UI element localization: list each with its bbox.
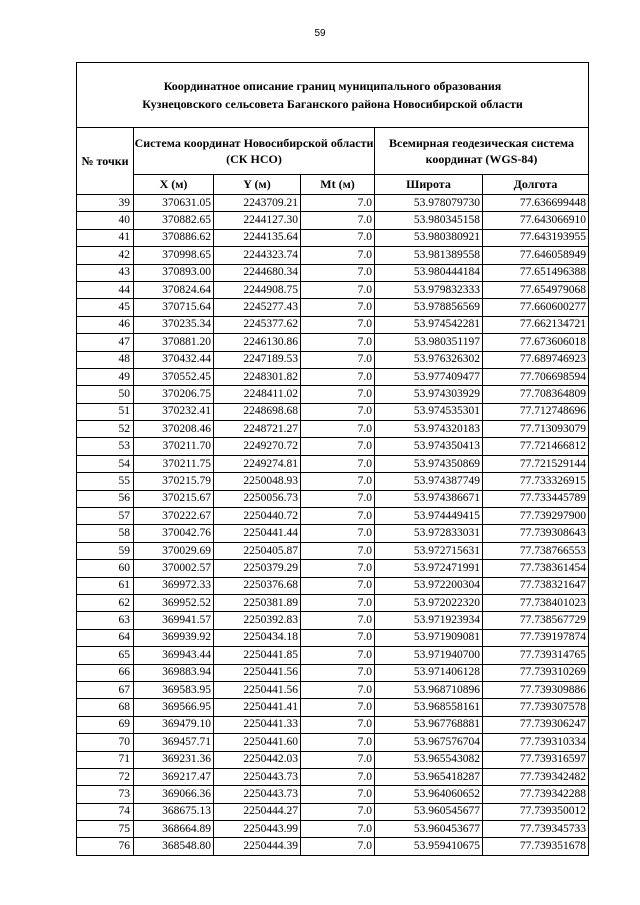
cell-mt: 7.0 xyxy=(301,629,375,646)
cell-x: 370432.44 xyxy=(134,351,214,368)
cell-x: 370215.67 xyxy=(134,490,214,507)
cell-x: 370222.67 xyxy=(134,508,214,525)
cell-longitude: 77.739308643 xyxy=(483,525,589,542)
cell-y: 2248301.82 xyxy=(214,368,301,385)
cell-point-no: 68 xyxy=(77,699,134,716)
cell-point-no: 40 xyxy=(77,212,134,229)
cell-mt: 7.0 xyxy=(301,838,375,855)
cell-longitude: 77.706698594 xyxy=(483,368,589,385)
cell-longitude: 77.636699448 xyxy=(483,195,589,212)
cell-latitude: 53.972471991 xyxy=(375,560,483,577)
table-row xyxy=(77,525,589,542)
cell-mt: 7.0 xyxy=(301,734,375,751)
cell-y: 2250405.87 xyxy=(214,542,301,559)
cell-latitude: 53.971940700 xyxy=(375,647,483,664)
cell-mt: 7.0 xyxy=(301,803,375,820)
cell-longitude: 77.733326915 xyxy=(483,473,589,490)
cell-point-no: 47 xyxy=(77,334,134,351)
cell-x: 369941.57 xyxy=(134,612,214,629)
cell-latitude: 53.974535301 xyxy=(375,403,483,420)
cell-longitude: 77.739345733 xyxy=(483,821,589,838)
cell-point-no: 70 xyxy=(77,734,134,751)
header-point-no: № точки xyxy=(77,128,134,195)
cell-y: 2248698.68 xyxy=(214,403,301,420)
cell-latitude: 53.979832333 xyxy=(375,281,483,298)
cell-point-no: 63 xyxy=(77,612,134,629)
cell-x: 368548.80 xyxy=(134,838,214,855)
cell-mt: 7.0 xyxy=(301,403,375,420)
cell-y: 2250379.29 xyxy=(214,560,301,577)
header-y: Y (м) xyxy=(214,175,301,195)
cell-longitude: 77.713093079 xyxy=(483,421,589,438)
header-system-wgs84: Всемирная геодезическая система координат (WGS-84) xyxy=(375,128,589,175)
cell-y: 2250441.56 xyxy=(214,664,301,681)
cell-latitude: 53.960453677 xyxy=(375,821,483,838)
table-row xyxy=(77,786,589,803)
cell-point-no: 74 xyxy=(77,803,134,820)
cell-mt: 7.0 xyxy=(301,368,375,385)
cell-mt: 7.0 xyxy=(301,525,375,542)
header-system-nso: Система координат Новосибирской области (СК НСО) xyxy=(134,128,375,175)
header-mt: Mt (м) xyxy=(301,175,375,195)
cell-point-no: 48 xyxy=(77,351,134,368)
table-title xyxy=(77,63,589,128)
cell-longitude: 77.646058949 xyxy=(483,247,589,264)
title-line-1: Координатное описание границ муниципального образования xyxy=(163,79,502,93)
cell-y: 2244908.75 xyxy=(214,281,301,298)
coordinates-table xyxy=(76,62,589,856)
cell-latitude: 53.965418287 xyxy=(375,768,483,785)
cell-longitude: 77.739351678 xyxy=(483,838,589,855)
cell-point-no: 65 xyxy=(77,647,134,664)
cell-longitude: 77.738567729 xyxy=(483,612,589,629)
cell-point-no: 43 xyxy=(77,264,134,281)
cell-mt: 7.0 xyxy=(301,247,375,264)
table-row xyxy=(77,455,589,472)
cell-mt: 7.0 xyxy=(301,542,375,559)
table-row xyxy=(77,351,589,368)
cell-y: 2244127.30 xyxy=(214,212,301,229)
cell-longitude: 77.739310334 xyxy=(483,734,589,751)
table-row xyxy=(77,508,589,525)
cell-longitude: 77.739307578 xyxy=(483,699,589,716)
cell-longitude: 77.738321647 xyxy=(483,577,589,594)
cell-point-no: 54 xyxy=(77,455,134,472)
table-row xyxy=(77,594,589,611)
cell-point-no: 39 xyxy=(77,195,134,212)
cell-mt: 7.0 xyxy=(301,212,375,229)
cell-y: 2250443.73 xyxy=(214,786,301,803)
page-number: 59 xyxy=(314,28,326,39)
cell-y: 2250441.56 xyxy=(214,681,301,698)
cell-latitude: 53.974386671 xyxy=(375,490,483,507)
cell-latitude: 53.967768881 xyxy=(375,716,483,733)
cell-point-no: 71 xyxy=(77,751,134,768)
cell-mt: 7.0 xyxy=(301,264,375,281)
cell-mt: 7.0 xyxy=(301,316,375,333)
cell-mt: 7.0 xyxy=(301,751,375,768)
cell-latitude: 53.977409477 xyxy=(375,368,483,385)
cell-latitude: 53.978079730 xyxy=(375,195,483,212)
table-row xyxy=(77,247,589,264)
cell-mt: 7.0 xyxy=(301,281,375,298)
cell-x: 370029.69 xyxy=(134,542,214,559)
table-row xyxy=(77,386,589,403)
table-row xyxy=(77,490,589,507)
table-row xyxy=(77,229,589,246)
cell-latitude: 53.974350869 xyxy=(375,455,483,472)
cell-y: 2250440.72 xyxy=(214,508,301,525)
table-row xyxy=(77,629,589,646)
cell-y: 2250441.33 xyxy=(214,716,301,733)
cell-longitude: 77.708364809 xyxy=(483,386,589,403)
cell-y: 2250444.39 xyxy=(214,838,301,855)
cell-y: 2250048.93 xyxy=(214,473,301,490)
cell-x: 370893.00 xyxy=(134,264,214,281)
cell-point-no: 44 xyxy=(77,281,134,298)
cell-mt: 7.0 xyxy=(301,577,375,594)
cell-x: 369883.94 xyxy=(134,664,214,681)
cell-point-no: 42 xyxy=(77,247,134,264)
cell-point-no: 60 xyxy=(77,560,134,577)
table-row xyxy=(77,438,589,455)
cell-latitude: 53.968710896 xyxy=(375,681,483,698)
table-row xyxy=(77,560,589,577)
cell-y: 2249274.81 xyxy=(214,455,301,472)
header-x: X (м) xyxy=(134,175,214,195)
table-row xyxy=(77,803,589,820)
cell-latitude: 53.974303929 xyxy=(375,386,483,403)
cell-latitude: 53.960545677 xyxy=(375,803,483,820)
cell-latitude: 53.976326302 xyxy=(375,351,483,368)
cell-y: 2244680.34 xyxy=(214,264,301,281)
cell-y: 2245377.62 xyxy=(214,316,301,333)
table-row xyxy=(77,195,589,212)
cell-x: 370208.46 xyxy=(134,421,214,438)
table-row xyxy=(77,612,589,629)
cell-latitude: 53.980345158 xyxy=(375,212,483,229)
table-row xyxy=(77,647,589,664)
cell-x: 369457.71 xyxy=(134,734,214,751)
cell-longitude: 77.739306247 xyxy=(483,716,589,733)
cell-mt: 7.0 xyxy=(301,821,375,838)
cell-latitude: 53.972833031 xyxy=(375,525,483,542)
table-row xyxy=(77,716,589,733)
cell-mt: 7.0 xyxy=(301,386,375,403)
cell-point-no: 59 xyxy=(77,542,134,559)
table-row xyxy=(77,699,589,716)
cell-y: 2250392.83 xyxy=(214,612,301,629)
table-row xyxy=(77,664,589,681)
cell-x: 370882.65 xyxy=(134,212,214,229)
table-row xyxy=(77,751,589,768)
cell-longitude: 77.689746923 xyxy=(483,351,589,368)
cell-x: 369217.47 xyxy=(134,768,214,785)
cell-mt: 7.0 xyxy=(301,473,375,490)
cell-latitude: 53.974320183 xyxy=(375,421,483,438)
cell-longitude: 77.733445789 xyxy=(483,490,589,507)
cell-point-no: 72 xyxy=(77,768,134,785)
cell-x: 370211.70 xyxy=(134,438,214,455)
cell-x: 368675.13 xyxy=(134,803,214,820)
cell-longitude: 77.739309886 xyxy=(483,681,589,698)
cell-mt: 7.0 xyxy=(301,438,375,455)
cell-longitude: 77.643193955 xyxy=(483,229,589,246)
cell-y: 2247189.53 xyxy=(214,351,301,368)
cell-mt: 7.0 xyxy=(301,681,375,698)
cell-x: 369566.95 xyxy=(134,699,214,716)
cell-mt: 7.0 xyxy=(301,455,375,472)
cell-mt: 7.0 xyxy=(301,508,375,525)
cell-y: 2250441.85 xyxy=(214,647,301,664)
cell-x: 369479.10 xyxy=(134,716,214,733)
cell-x: 370206.75 xyxy=(134,386,214,403)
cell-y: 2250444.27 xyxy=(214,803,301,820)
table-row xyxy=(77,264,589,281)
title-line-2: Кузнецовского сельсовета Баганского района Новосибирской области xyxy=(142,97,523,111)
cell-point-no: 57 xyxy=(77,508,134,525)
cell-latitude: 53.971406128 xyxy=(375,664,483,681)
cell-point-no: 66 xyxy=(77,664,134,681)
cell-latitude: 53.959410675 xyxy=(375,838,483,855)
cell-latitude: 53.974542281 xyxy=(375,316,483,333)
cell-x: 368664.89 xyxy=(134,821,214,838)
cell-point-no: 75 xyxy=(77,821,134,838)
cell-y: 2250441.44 xyxy=(214,525,301,542)
table-row xyxy=(77,473,589,490)
cell-point-no: 61 xyxy=(77,577,134,594)
cell-longitude: 77.643066910 xyxy=(483,212,589,229)
table-row xyxy=(77,334,589,351)
cell-latitude: 53.974449415 xyxy=(375,508,483,525)
cell-longitude: 77.721529144 xyxy=(483,455,589,472)
cell-x: 369066.36 xyxy=(134,786,214,803)
cell-longitude: 77.739197874 xyxy=(483,629,589,646)
table-row xyxy=(77,821,589,838)
cell-mt: 7.0 xyxy=(301,786,375,803)
cell-latitude: 53.964060652 xyxy=(375,786,483,803)
cell-mt: 7.0 xyxy=(301,351,375,368)
cell-x: 370211.75 xyxy=(134,455,214,472)
cell-y: 2248721.27 xyxy=(214,421,301,438)
cell-x: 370215.79 xyxy=(134,473,214,490)
cell-x: 370235.34 xyxy=(134,316,214,333)
cell-mt: 7.0 xyxy=(301,421,375,438)
header-longitude: Долгота xyxy=(483,175,589,195)
cell-mt: 7.0 xyxy=(301,716,375,733)
table-row xyxy=(77,403,589,420)
cell-point-no: 49 xyxy=(77,368,134,385)
cell-y: 2250443.99 xyxy=(214,821,301,838)
cell-mt: 7.0 xyxy=(301,647,375,664)
cell-y: 2250056.73 xyxy=(214,490,301,507)
cell-longitude: 77.739350012 xyxy=(483,803,589,820)
cell-y: 2250441.41 xyxy=(214,699,301,716)
cell-x: 370998.65 xyxy=(134,247,214,264)
table-row xyxy=(77,681,589,698)
cell-mt: 7.0 xyxy=(301,699,375,716)
cell-point-no: 51 xyxy=(77,403,134,420)
cell-longitude: 77.673606018 xyxy=(483,334,589,351)
cell-latitude: 53.980444184 xyxy=(375,264,483,281)
cell-x: 370715.64 xyxy=(134,299,214,316)
cell-longitude: 77.738401023 xyxy=(483,594,589,611)
cell-point-no: 46 xyxy=(77,316,134,333)
cell-longitude: 77.739297900 xyxy=(483,508,589,525)
cell-point-no: 52 xyxy=(77,421,134,438)
cell-y: 2245277.43 xyxy=(214,299,301,316)
table-body xyxy=(77,195,589,856)
cell-x: 370881.20 xyxy=(134,334,214,351)
cell-y: 2244135.64 xyxy=(214,229,301,246)
cell-x: 369972.33 xyxy=(134,577,214,594)
table-row xyxy=(77,421,589,438)
table-row xyxy=(77,281,589,298)
cell-longitude: 77.739314765 xyxy=(483,647,589,664)
cell-point-no: 64 xyxy=(77,629,134,646)
cell-mt: 7.0 xyxy=(301,664,375,681)
cell-longitude: 77.660600277 xyxy=(483,299,589,316)
cell-point-no: 69 xyxy=(77,716,134,733)
cell-x: 370232.41 xyxy=(134,403,214,420)
table-row xyxy=(77,542,589,559)
cell-longitude: 77.721466812 xyxy=(483,438,589,455)
cell-y: 2244323.74 xyxy=(214,247,301,264)
cell-longitude: 77.738766553 xyxy=(483,542,589,559)
cell-point-no: 73 xyxy=(77,786,134,803)
cell-mt: 7.0 xyxy=(301,299,375,316)
cell-x: 370002.57 xyxy=(134,560,214,577)
cell-y: 2250441.60 xyxy=(214,734,301,751)
cell-point-no: 67 xyxy=(77,681,134,698)
cell-y: 2249270.72 xyxy=(214,438,301,455)
cell-y: 2248411.02 xyxy=(214,386,301,403)
cell-mt: 7.0 xyxy=(301,334,375,351)
table-row xyxy=(77,299,589,316)
cell-x: 370042.76 xyxy=(134,525,214,542)
cell-latitude: 53.980351197 xyxy=(375,334,483,351)
cell-y: 2250434.18 xyxy=(214,629,301,646)
cell-longitude: 77.739342482 xyxy=(483,768,589,785)
cell-latitude: 53.971909081 xyxy=(375,629,483,646)
cell-mt: 7.0 xyxy=(301,612,375,629)
cell-y: 2250443.73 xyxy=(214,768,301,785)
cell-x: 370631.05 xyxy=(134,195,214,212)
cell-x: 370886.62 xyxy=(134,229,214,246)
cell-y: 2243709.21 xyxy=(214,195,301,212)
cell-mt: 7.0 xyxy=(301,229,375,246)
cell-x: 369943.44 xyxy=(134,647,214,664)
cell-latitude: 53.981389558 xyxy=(375,247,483,264)
header-latitude: Широта xyxy=(375,175,483,195)
cell-mt: 7.0 xyxy=(301,490,375,507)
cell-mt: 7.0 xyxy=(301,195,375,212)
cell-longitude: 77.739342288 xyxy=(483,786,589,803)
cell-latitude: 53.965543082 xyxy=(375,751,483,768)
cell-point-no: 58 xyxy=(77,525,134,542)
cell-x: 369939.92 xyxy=(134,629,214,646)
cell-point-no: 76 xyxy=(77,838,134,855)
table-row xyxy=(77,316,589,333)
cell-x: 370824.64 xyxy=(134,281,214,298)
cell-longitude: 77.654979068 xyxy=(483,281,589,298)
cell-x: 369583.95 xyxy=(134,681,214,698)
cell-y: 2250381.89 xyxy=(214,594,301,611)
cell-point-no: 50 xyxy=(77,386,134,403)
table-row xyxy=(77,577,589,594)
table-row xyxy=(77,212,589,229)
cell-latitude: 53.980380921 xyxy=(375,229,483,246)
table-row xyxy=(77,734,589,751)
cell-point-no: 45 xyxy=(77,299,134,316)
cell-point-no: 55 xyxy=(77,473,134,490)
table-row xyxy=(77,768,589,785)
cell-longitude: 77.739310269 xyxy=(483,664,589,681)
cell-point-no: 41 xyxy=(77,229,134,246)
cell-longitude: 77.739316597 xyxy=(483,751,589,768)
cell-x: 370552.45 xyxy=(134,368,214,385)
cell-latitude: 53.978856569 xyxy=(375,299,483,316)
cell-point-no: 56 xyxy=(77,490,134,507)
cell-latitude: 53.974387749 xyxy=(375,473,483,490)
cell-mt: 7.0 xyxy=(301,768,375,785)
cell-latitude: 53.968558161 xyxy=(375,699,483,716)
table-row xyxy=(77,838,589,855)
cell-longitude: 77.738361454 xyxy=(483,560,589,577)
cell-latitude: 53.971923934 xyxy=(375,612,483,629)
cell-mt: 7.0 xyxy=(301,560,375,577)
cell-y: 2250376.68 xyxy=(214,577,301,594)
cell-point-no: 53 xyxy=(77,438,134,455)
cell-y: 2246130.86 xyxy=(214,334,301,351)
cell-longitude: 77.651496388 xyxy=(483,264,589,281)
cell-latitude: 53.972715631 xyxy=(375,542,483,559)
cell-longitude: 77.662134721 xyxy=(483,316,589,333)
cell-latitude: 53.972200304 xyxy=(375,577,483,594)
cell-x: 369231.36 xyxy=(134,751,214,768)
cell-longitude: 77.712748696 xyxy=(483,403,589,420)
cell-latitude: 53.967576704 xyxy=(375,734,483,751)
table-row xyxy=(77,368,589,385)
cell-latitude: 53.972022320 xyxy=(375,594,483,611)
cell-mt: 7.0 xyxy=(301,594,375,611)
cell-latitude: 53.974350413 xyxy=(375,438,483,455)
cell-x: 369952.52 xyxy=(134,594,214,611)
cell-y: 2250442.03 xyxy=(214,751,301,768)
cell-point-no: 62 xyxy=(77,594,134,611)
